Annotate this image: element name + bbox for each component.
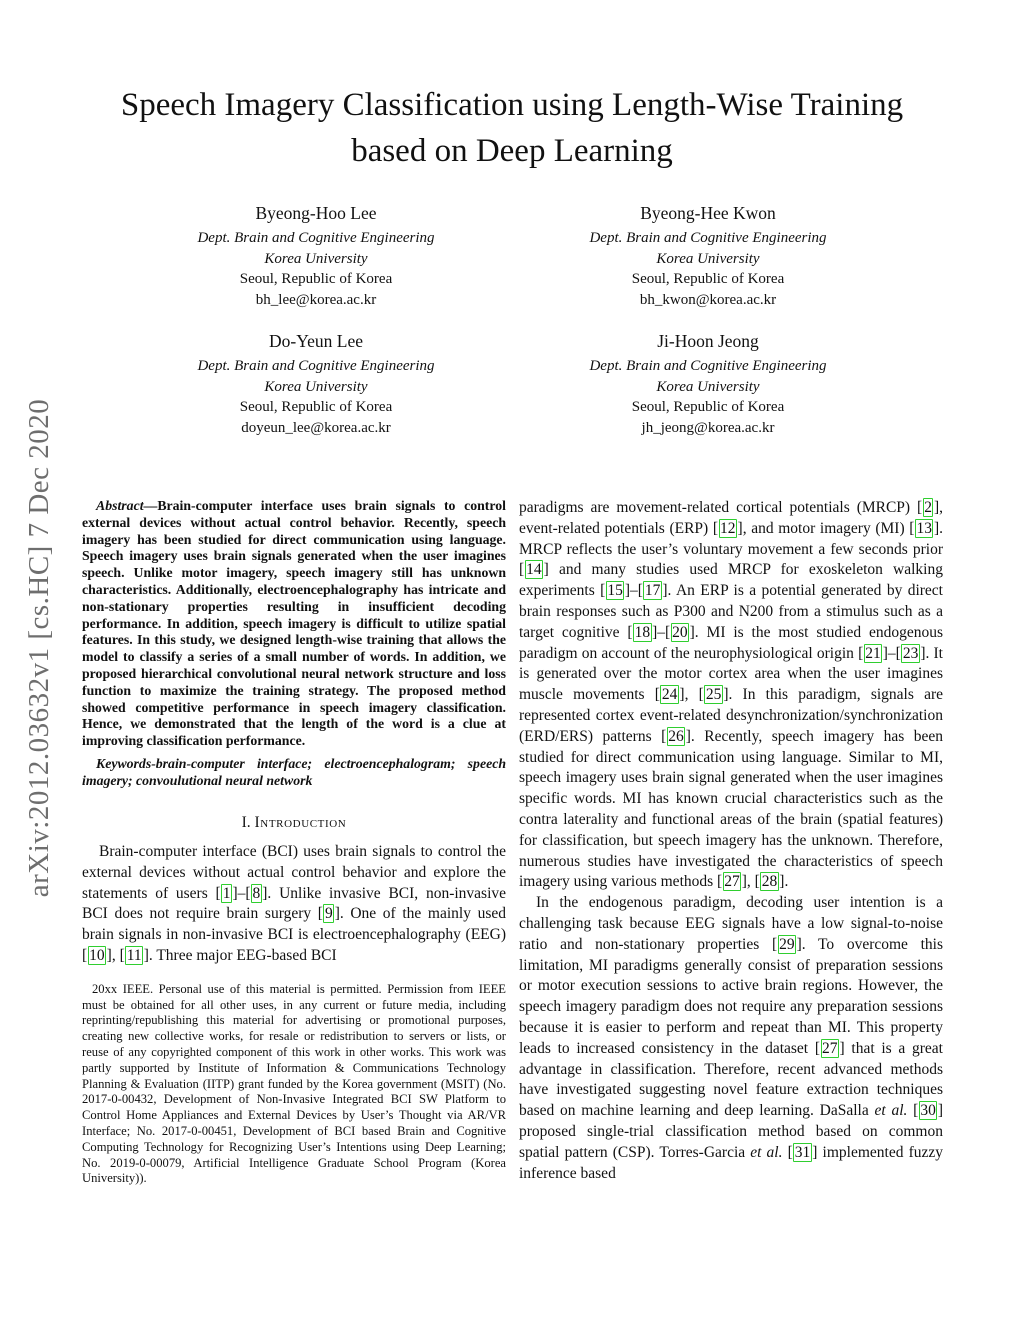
section-title: Introduction bbox=[254, 813, 347, 831]
abstract-paragraph bbox=[82, 498, 506, 750]
author-name: Ji-Hoon Jeong bbox=[657, 331, 759, 351]
author-name: Do-Yeun Lee bbox=[269, 331, 363, 351]
citation-link[interactable]: 9 bbox=[324, 905, 333, 923]
citation-link[interactable]: 18 bbox=[634, 623, 651, 641]
author-email: bh_kwon@korea.ac.kr bbox=[639, 291, 777, 308]
author-name: Byeong-Hee Kwon bbox=[640, 203, 776, 223]
citation-link[interactable]: 15 bbox=[607, 582, 623, 600]
author-block-1 bbox=[120, 203, 512, 310]
citation-link[interactable]: 26 bbox=[668, 727, 684, 745]
author-block-3 bbox=[120, 331, 512, 438]
author-name: Byeong-Hoo Lee bbox=[255, 203, 377, 223]
right-paragraph-1: paradigms are movement-related cortical potentials (MRCP) [ 2 ], event-related potentials (ERP) [ 12 ], and motor imagery (MI) [ 13 ]. MRCP reflects the user’s voluntary movement a few seconds prior [ 14 ] and many studies used MRCP for exoskeleton walking experiments [ 15 ]–[ 17 ]. An ERP is a potential generated by direct brain responses such as P300 and N200 from a stimulus such as a target cognitive [ 18 ]–[ 20 ]. MI is the most studied endogenous paradigm on account of the neurophysiological origin [ 21 ]–[ 23 ]. It is generated over the motor cortex area when the user imagines muscle movements [ 24 ], [ 25 ]. In this paradigm, signals are represented cortex event-related desynchronization/synchronization (ERD/ERS) patterns [ 26 ]. Recently, speech imagery has been studied for direct communication using language. Similar to MI, speech imagery uses brain signal generated when the user imagines specific words. MI has known crucial characteristics such as the contra laterality and functional areas of the brain (spatial features) for classification, but speech imagery has the unknown. Therefore, numerous studies have investigated the characteristics of speech imagery using various methods [ 27 ], [ 28 ]. bbox=[519, 499, 944, 891]
author-university: Korea University bbox=[656, 250, 760, 267]
author-city: Seoul, Republic of Korea bbox=[239, 399, 393, 415]
left-column bbox=[82, 498, 506, 1187]
citation-link[interactable]: 21 bbox=[865, 644, 881, 662]
citation-link[interactable]: 12 bbox=[720, 519, 736, 537]
citation-link[interactable]: 8 bbox=[252, 884, 261, 902]
author-department: Dept. Brain and Cognitive Engineering bbox=[197, 358, 435, 374]
citation-link[interactable]: 1 bbox=[222, 884, 231, 902]
citation-link[interactable]: 24 bbox=[661, 686, 678, 704]
intro-paragraph: Brain-computer interface (BCI) uses brain signals to control the external devices without actual control behavior and explore the statements of users [ 1 ]–[ 8 ]. Unlike invasive BCI, non-invasive BCI does not require brain surgery [ 9 ]. One of the mainly used brain signals in non-invasive BCI is electroencephalography (EEG) [ 10 ], [ 11 ]. Three major EEG-based BCI bbox=[82, 842, 507, 964]
citation-link[interactable]: 10 bbox=[89, 946, 105, 964]
author-city: Seoul, Republic of Korea bbox=[239, 271, 393, 287]
section-heading-introduction bbox=[82, 814, 506, 832]
abstract-label: Abstract bbox=[96, 498, 144, 513]
author-department: Dept. Brain and Cognitive Engineering bbox=[589, 230, 827, 246]
author-email: doyeun_lee@korea.ac.kr bbox=[241, 419, 391, 436]
citation-link[interactable]: 13 bbox=[916, 519, 932, 537]
citation-link[interactable]: 27 bbox=[822, 1039, 838, 1057]
paper-title: Speech Imagery Classification using Length-Wise Training based on Deep Learning bbox=[120, 87, 904, 170]
author-university: Korea University bbox=[264, 378, 368, 395]
author-department: Dept. Brain and Cognitive Engineering bbox=[589, 358, 827, 374]
arxiv-watermark: arXiv:2012.03632v1 [cs.HC] 7 Dec 2020 bbox=[23, 398, 55, 898]
author-city: Seoul, Republic of Korea bbox=[631, 399, 785, 415]
citation-link[interactable]: 29 bbox=[779, 935, 795, 953]
author-block-4 bbox=[512, 331, 904, 438]
right-column bbox=[519, 498, 943, 1187]
citation-link[interactable]: 14 bbox=[526, 561, 542, 579]
citation-link[interactable]: 30 bbox=[920, 1102, 936, 1120]
citation-link[interactable]: 23 bbox=[902, 644, 919, 662]
right-paragraph-2: In the endogenous paradigm, decoding user intention is a challenging task because EEG signals have a low signal-to-noise ratio and non-stationary properties [ 29 ]. To overcome this limitation, MI paradigms generally consist of preparation sessions or motor execution sessions to active brain regions. However, the speech imagery paradigm does not require any preparation sessions because it is easier to perform and repeat than MI. This property leads to increased consistency in the dataset [ 27 ] that is a great advantage in classification. Therefore, recent advanced methods have investigated suggesting novel feature extraction techniques based on machine learning and deep learning. DaSalla et al. [ 30 ] proposed single-trial classification method based on common spatial pattern (CSP). Torres-Garcia et al. [ 31 ] implemented fuzzy inference based bbox=[519, 894, 943, 1182]
author-email: jh_jeong@korea.ac.kr bbox=[641, 419, 775, 436]
citation-link[interactable]: 31 bbox=[794, 1143, 811, 1161]
citation-link[interactable]: 27 bbox=[724, 873, 740, 891]
citation-link[interactable]: 20 bbox=[672, 623, 688, 641]
ieee-copyright-footnote: 20xx IEEE. Personal use of this material is permitted. Permission from IEEE must be obtained for all other uses, in any current or future media, including reprinting/republishing this material for advertising or promotional purposes, creating new collective works, for resale or redistribution to servers or lists, or reuse of any copyrighted component of this work in other works. This work was partly supported by Institute of Information & Communications Technology Planning & Evaluation (IITP) grant funded by the Korea government (MSIT) (No. 2017-0-00432, Development of Non-Invasive Integrated BCI SW Platform to Control Home Appliances and External Devices by User’s Thought via AR/VR Interface; No. 2017-0-00451, Development of BCI based Brain and Cognitive Computing Technology for Recognizing User’s Intentions using Deep Learning; No. 2019-0-00079, Artificial Intelligence Graduate School Program (Korea University)). bbox=[82, 981, 506, 1186]
citation-link[interactable]: 2 bbox=[924, 499, 932, 516]
author-email: bh_lee@korea.ac.kr bbox=[255, 291, 377, 308]
author-department: Dept. Brain and Cognitive Engineering bbox=[197, 230, 435, 246]
section-number: I. bbox=[241, 813, 251, 831]
citation-link[interactable]: 25 bbox=[705, 686, 722, 704]
author-grid bbox=[120, 203, 904, 459]
author-city: Seoul, Republic of Korea bbox=[631, 271, 785, 287]
author-university: Korea University bbox=[264, 250, 368, 267]
citation-link[interactable]: 28 bbox=[761, 873, 778, 891]
citation-link[interactable]: 11 bbox=[126, 946, 142, 964]
citation-link[interactable]: 17 bbox=[644, 582, 661, 600]
two-column-body bbox=[82, 498, 943, 1187]
author-university: Korea University bbox=[656, 378, 760, 395]
keywords-line: Keywords-brain-computer interface; electroencephalogram; speech imagery; convoulutional neural network bbox=[82, 755, 506, 789]
abstract-text: —Brain-computer interface uses brain signals to control external devices without actual control behavior. Recently, speech imagery has been studied for direct communication using language. Speech imagery uses brain signals generated when the user imagines speech. Unlike motor imagery, speech imagery still has unknown characteristics. Additionally, electroencephalography has intricate and non-stationary properties resulting in insufficient decoding performance. In addition, speech imagery is difficult to utilize spatial features. In this study, we designed length-wise training that allows the model to classify a series of a small number of words. In addition, we proposed hierarchical convolutional neural network structure and loss function to maximize the training strategy. The proposed method showed competitive performance in speech imagery classification. Hence, we demonstrated that the length of the word is a clue at improving classification performance. bbox=[82, 498, 506, 749]
author-block-2 bbox=[512, 203, 904, 310]
